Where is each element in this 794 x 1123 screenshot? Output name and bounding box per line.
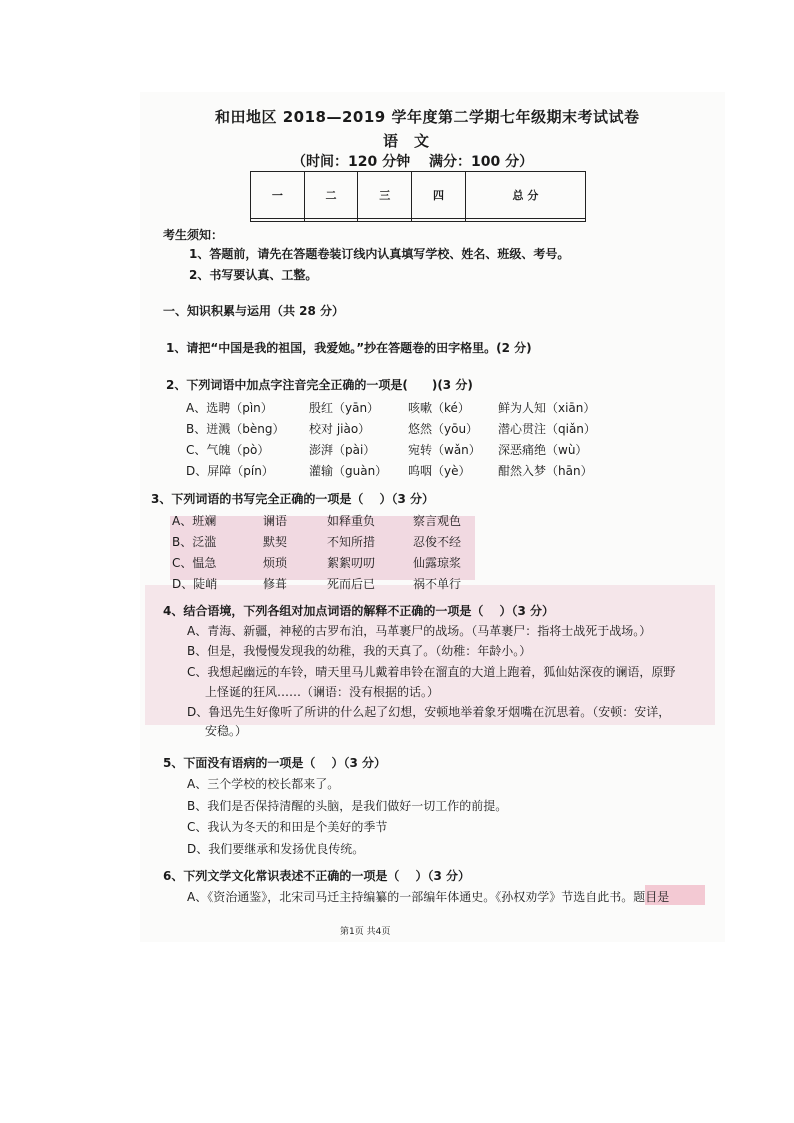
option-line: B、我们是否保持清醒的头脑，是我们做好一切工作的前提。 [187, 799, 508, 813]
option-line: 安稳。） [205, 724, 248, 738]
option-cell: 潜心贯注（qiǎn） [498, 422, 596, 436]
notice-item: 1、答题前，请先在答题卷装订线内认真填写学校、姓名、班级、考号。 [189, 247, 570, 261]
section-title: 一、知识积累与运用（共 28 分） [163, 304, 345, 318]
option-cell: 絮絮叨叨 [327, 556, 376, 570]
option-line: A、《资治通鉴》，北宋司马迁主持编纂的一部编年体通史。《孙权劝学》节选自此书。题目是 [187, 890, 670, 904]
option-cell: 祸不单行 [413, 577, 462, 591]
score-header: 三 [358, 172, 412, 219]
option-cell: 不知所措 [327, 535, 376, 549]
score-header: 一 [251, 172, 305, 219]
option-cell: B、迸溅（bèng） [186, 422, 285, 436]
question-stem: 1、请把“中国是我的祖国，我爱她。”抄在答题卷的田字格里。(2 分) [166, 341, 532, 355]
option-cell: C、气魄（pò） [186, 443, 270, 457]
option-line: C、我想起幽远的车铃，晴天里马儿戴着串铃在溜直的大道上跑着，狐仙姑深夜的谰语，原野 [187, 665, 676, 679]
score-cell [304, 219, 358, 222]
subject-title: 语文 [383, 132, 446, 150]
option-cell: 殷红（yān） [309, 401, 380, 415]
option-cell: D、陡峭 [172, 577, 218, 591]
option-line: A、三个学校的校长都来了。 [187, 777, 340, 791]
option-cell: 宛转（wǎn） [408, 443, 481, 457]
option-line: D、鲁迅先生好像听了所讲的什么起了幻想，安顿地举着象牙烟嘴在沉思着。（安顿：安详， [187, 705, 671, 719]
option-line: 上怪诞的狂风……（谰语：没有根据的话。） [205, 685, 440, 699]
score-header: 四 [412, 172, 466, 219]
option-cell: 忍俊不经 [413, 535, 462, 549]
score-header: 总 分 [465, 172, 585, 219]
option-cell: 校对 jiào） [309, 422, 371, 436]
option-cell: 澎湃（pài） [309, 443, 376, 457]
option-cell: 呜咽（yè） [408, 464, 471, 478]
page-number: 第1页 共4页 [340, 927, 391, 937]
score-header: 二 [304, 172, 358, 219]
option-cell: 仙露琼浆 [413, 556, 462, 570]
score-cell [465, 219, 585, 222]
option-cell: 修葺 [263, 577, 288, 591]
score-cell [358, 219, 412, 222]
option-cell: B、泛滥 [172, 535, 217, 549]
option-line: C、我认为冬天的和田是个美好的季节 [187, 820, 388, 834]
option-cell: 死而后已 [327, 577, 376, 591]
option-cell: 察言观色 [413, 514, 462, 528]
option-cell: 默契 [263, 535, 288, 549]
option-line: B、但是，我慢慢发现我的幼稚，我的天真了。（幼稚：年龄小。） [187, 644, 532, 658]
option-cell: 悠然（yōu） [408, 422, 479, 436]
option-cell: 深恶痛绝（wù） [498, 443, 588, 457]
option-cell: A、班斓 [172, 514, 217, 528]
option-line: A、青海、新疆，神秘的古罗布泊，马革裹尸的战场。（马革裹尸：指将士战死于战场。） [187, 624, 652, 638]
option-cell: 酣然入梦（hān） [498, 464, 593, 478]
option-cell: 如释重负 [327, 514, 376, 528]
question-stem: 4、结合语境，下列各组对加点词语的解释不正确的一项是（ ）（3 分） [163, 604, 555, 618]
question-stem: 6、下列文学文化常识表述不正确的一项是（ ）（3 分） [163, 869, 471, 883]
question-stem: 2、下列词语中加点字注音完全正确的一项是( )(3 分) [166, 378, 473, 392]
score-cell [251, 219, 305, 222]
option-cell: 鲜为人知（xiān） [498, 401, 596, 415]
option-line: D、我们要继承和发扬优良传统。 [187, 842, 365, 856]
notice-item: 2、书写要认真、工整。 [189, 268, 318, 282]
option-cell: 烦琐 [263, 556, 288, 570]
exam-title: 和田地区 2018—2019 学年度第二学期七年级期末考试试卷 [215, 108, 640, 126]
score-cell [412, 219, 466, 222]
time-info: （时间：120 分钟 满分：100 分） [292, 154, 534, 170]
question-stem: 3、下列词语的书写完全正确的一项是（ ）（3 分） [151, 492, 435, 506]
score-table [250, 171, 586, 222]
option-cell: D、屏障（pín） [186, 464, 274, 478]
notice-title: 考生须知： [163, 228, 224, 242]
option-cell: C、愠急 [172, 556, 217, 570]
question-stem: 5、下面没有语病的一项是（ ）（3 分） [163, 756, 387, 770]
option-cell: 咳嗽（ké） [408, 401, 470, 415]
option-cell: 灌输（guàn） [309, 464, 388, 478]
option-cell: 谰语 [263, 514, 288, 528]
option-cell: A、选聘（pìn） [186, 401, 273, 415]
